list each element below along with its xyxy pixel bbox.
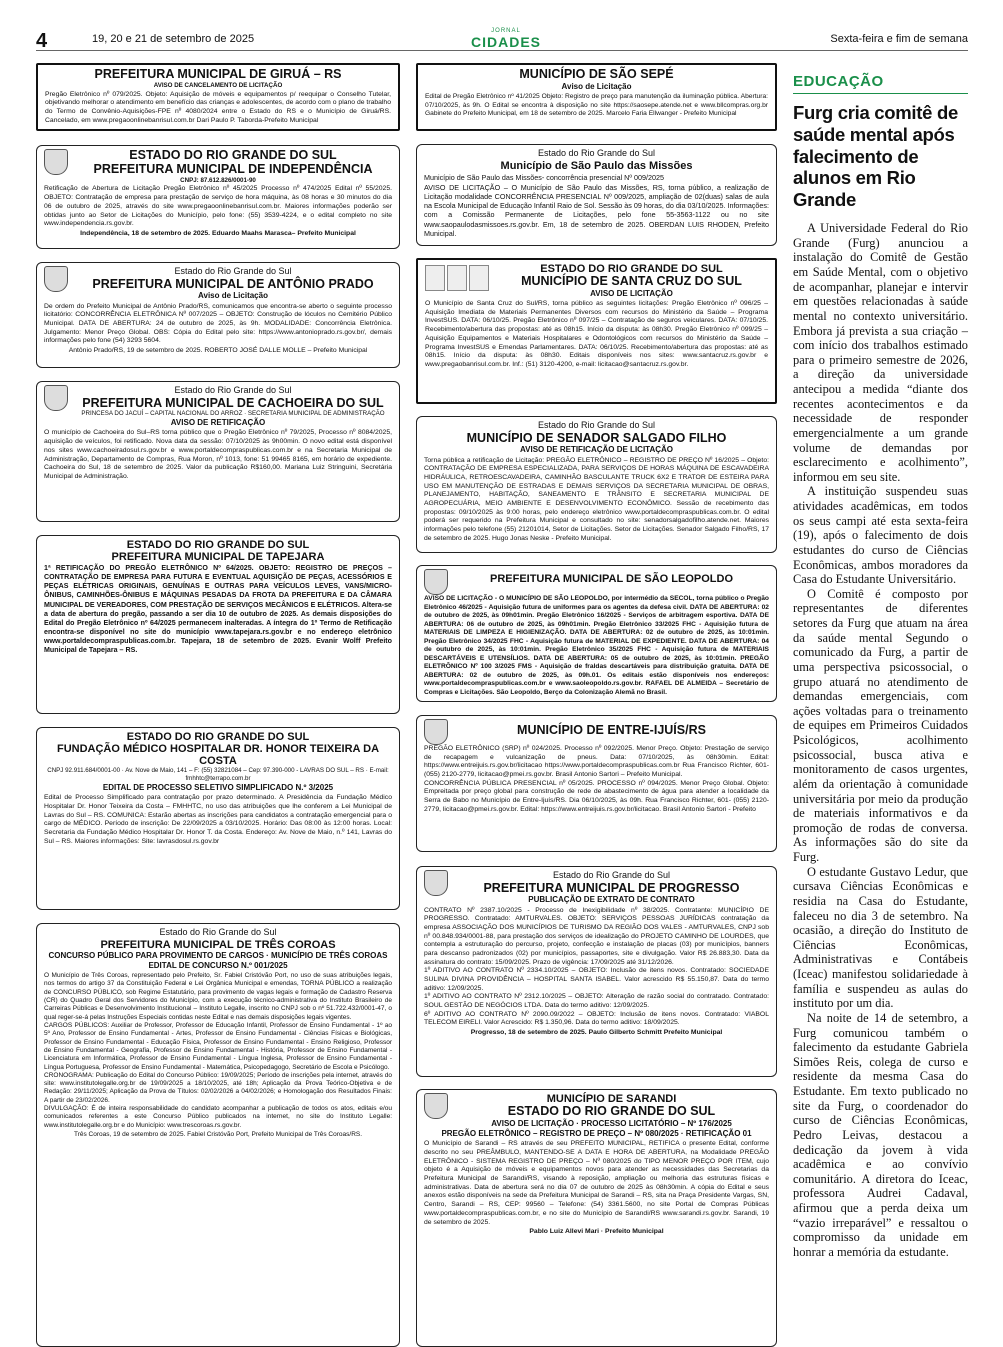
notice-state: Estado do Rio Grande do Sul [174,385,292,395]
notice-title: PREFEITURA MUNICIPAL DE CACHOEIRA DO SUL [82,395,384,410]
notice-title: ESTADO DO RIO GRANDE DO SUL [126,731,310,743]
notice-body: Retificação de Abertura de Licitação Pregão Eletrônico nº 45/2025 Processo nº 474/2025 Edital nº 55/2025. OBJETO: Contratação de empresa para prestação de serviço de hora máquina, às 08 horas e 30 minutos do dia 06 de outubro de 2025, através do site www.pregaoonlinebanrisul.com.br. Maiores informações poderão ser obtidas junto ao Setor de Licitações do Município, pelo fone: (55) 3539-4224, e o edital completo no site www.independencia.rs.gov.br. [44,185,392,228]
section-tag: EDUCAÇÃO [793,73,884,90]
notice-salgado-filho [416,416,777,553]
notice-signature: Pablo Luiz Allevi Mari · Prefeito Municipal [529,1228,664,1236]
municipal-crest-icon [44,149,68,175]
notice-cachoeira [36,381,400,522]
notice-subtitle: AVISO DE LICITAÇÃO · PROCESSO LICITATÓRIO – Nº 176/2025 [491,1118,732,1128]
article-paragraph: A instituição suspendeu suas atividades acadêmicas, em todos os seus campi até esta sexta-feira (19), após o falecimento de dois estudantes do curso de Ciências Econômicas, ambos moradores da Casa do Estudante Universitário. [793,484,968,587]
notice-title-line2: FUNDAÇÃO MÉDICO HOSPITALAR DR. HONOR TEIXEIRA DA COSTA [56,743,380,768]
notice-progresso [416,866,777,1077]
notice-title: ESTADO DO RIO GRANDE DO SUL [129,148,337,162]
notice-title: PREFEITURA MUNICIPAL DE ANTÔNIO PRADO [92,276,374,291]
logo-text: CIDADES [470,34,541,50]
notice-body: Edital de Pregão Eletrônico nº 41/2025 Objeto: Registro de preço para manutenção da iluminação pública. Abertura: 07/10/2025, às 9h. O Edital se encontra à disposição no site https://saosepe.atende.net e www.bllcompras.org.br Gabinete do Prefeito Municipal, em 18 de setembro de 2025. Marcelo Faria Ellwanger - Prefeito Municipal [425,92,768,118]
notice-state: ESTADO DO RIO GRANDE DO SUL [540,263,723,275]
edition-date: 19, 20 e 21 de setembro de 2025 [92,33,255,45]
article-paragraph: Na noite de 14 de setembro, a Furg comunicou também o falecimento da estudante Gabriela Simões Reis, colega de curso e residente da mesma Casa do Estudante. Em texto publicado no site da Furg, o coordenador do curso de Ciências Econômicas, Pedro Leivas, destacou a dedicação da jovem à vida acadêmica e ao convívio comunitário. A diretora do Iceac, professora Audrei Cadaval, afirmou que a perda deixa um “vazio irreparável” e ressaltou o compromisso da unidade em honrar a memória da estudante. [793,1010,968,1259]
notice-body: Pregão Eletrônico nº 079/2025. Objeto: Aquisição de móveis e equipamentos p/ reequipar o Conselho Tutelar, objetivando melhorar o atendimento em benefício das crianças e adolescentes, de acordo com o plano de trabalho do Termo de Convênio-Aquisições-FPE nº 4080/2024 entre o Estado do RS e o Município de Giruá/RS. Cancelado, em www.pregaoonlinebanrisul.com.br Dari Paulo P. Taborda-Prefeito Municipal [45,90,391,124]
notice-subtitle-2: PREGÃO ELETRÔNICO – REGISTRO DE PREÇO – Nº 080/2025 · RETIFICAÇÃO 01 [441,1129,752,1139]
notice-signature: Independência, 18 de setembro de 2025. Eduardo Maahs Marasca– Prefeito Municipal [80,229,356,237]
municipal-crest-icon [424,569,448,595]
notice-signature: Progresso, 18 de setembro de 2025. Paulo Gilberto Schmitt Prefeito Municipal [470,1029,723,1037]
edition-day: Sexta-feira e fim de semana [830,33,968,45]
notice-state: Estado do Rio Grande do Sul [552,870,671,880]
notice-tapejara [36,535,400,714]
notice-title-line2: PREFEITURA MUNICIPAL DE INDEPENDÊNCIA [93,161,373,176]
header-rule [36,50,968,51]
municipal-crest-icon [424,1093,448,1119]
article-paragraph: O Comitê é composto por representantes de diferentes setores da Furg que atuam na área da saúde mental Segundo o comunicado da Furg, a partir de uma perspectiva psicossocial, o grupo atuará no atendimento de demandas emergenciais, com ações voltadas para o treinamento de equipes em Primeiros Cuidados Psicológicos, acolhimento psicossocial, busca ativa e monitoramento de casos urgentes, além da orientação à comunidade universitária por meio da produção de materiais informativos e da promoção de rodas de conversa. As informações são do site da Furg. [793,586,968,865]
notice-title: MUNICÍPIO DE SÃO SEPÉ [519,67,674,81]
notice-contact: CNPJ 92.911.684/0001-00 · Av. Nove de Maio, 141 – F: (55) 32821084 – Cep: 97.390-000 - LAVRAS DO SUL – RS · E-mail: fmhhtc@terrapo.com.br [47,767,389,783]
notice-body: Torna pública a retificação de Licitação: PREGÃO ELETRÔNICO – REGISTRO DE PREÇO Nº 16/2025 – Objeto: CONTRATAÇÃO DE EMPRESA ESPECIALIZADA, PARA SERVIÇOS DE HORAS MÁQUINA DE ESCAVADEIRA HIDRÁULICA, RETROESCAVADEIRA, CAMINHÃO BASCULANTE TRUCK 6X2 E TRATOR DE ESTEIRA PARA USO EM MANUTENÇÃO DE ESTRADAS E DEMAIS SERVIÇOS DA SECRETARIA MUNICIPAL DE OBRAS, PLANEJAMENTO, HABITAÇÃO, SANEAMENTO E TRÂNSITO E SECRETARIA MUNICIPAL DE AGROPECUÁRIA, MEIO AMBIENTE E DESENVOLVIMENTO ECONÔMICO. Sessão de recebimento das propostas: 09/10/2025 às 9:00 horas, pelo endereço eletrônico www.portaldecompraspublicas.com.br. O edital poderá ser requerido na Prefeitura Municipal e consultado no site: senadorsalgadofilho.atende.net. Maiores informações pelo telefone (55) 21201014, Setor de Licitações. Setor de Licitações. Senador Salgado Filho/RS, 17 de setembro de 2025. Hugo Jonas Neske - Prefeito Municipal. [424,456,769,542]
notice-body: O Município de Sarandi – RS através de seu PREFEITO MUNICIPAL, RETIFICA o presente Edital, conforme descrito no seu PREÂMBULO, MANTENDO-SE A DATA E HORA DE ABERTURA, na Modalidade PREGÃO ELETRÔNICO - SISTEMA REGISTRO DE PREÇO – Nº 080/2025 do TIPO MENOR PREÇO POR ITEM, cujo objeto é a Aquisição de móveis e equipamentos novos para atender as necessidades das Secretarias da Prefeitura Municipal de Sarandi/RS, visando à reposição, ampliação ou melhoria das estruturas físicas e administrativas. Data de abertura será no dia 07 de outubro de 2025 às 08h30min. A cópia do Edital e seus anexos estão disponíveis na sede da Prefeitura Municipal de Sarandi – RS, sita na Praça Presidente Vargas, SN, Centro, Sarandi – RS, CEP: 99560 – Telefone: (54) 3361.5600, no site Portal de Compras Públicas www.portaldecompraspublicas.com.br, e no site do Município de Sarandi/RS www.sarandi.rs.gov.br. Sarandi, 19 de setembro de 2025. [424,1140,769,1226]
notice-honor-teixeira [36,727,400,910]
notice-sao-sepe [416,63,777,131]
municipal-logos-icon [425,263,489,293]
notice-girua [36,63,400,131]
notice-state: Estado do Rio Grande do Sul [537,148,656,158]
logo-small-text: JORNAL [491,28,521,34]
notice-title: PREFEITURA MUNICIPAL DE PROGRESSO [483,880,740,895]
notice-subtitle: AVISO DE LICITAÇÃO [590,288,673,298]
article-paragraph: A Universidade Federal do Rio Grande (Furg) anunciou a instalação do Comitê de Gestão em Saúde Mental, com o objetivo de acompanhar, planejar e intervir em questões relacionadas à saúde mental no contexto universitário. Embora já prevista a sua criação – com início dos trabalhos estimado para o primeiro semestre de 2026, a direção da universidade antecipou a medida “diante dos recentes acontecimentos e da necessidade de responder emergencialmente a um grande volume de demandas por esclarecimento e acolhimento”, informou em seu site. [793,221,968,484]
notice-entre-ijuis [416,715,777,852]
notice-secretariat: PRINCESA DO JACUÍ – CAPITAL NACIONAL DO ARROZ · SECRETARIA MUNICIPAL DE ADMINISTRAÇÃO [81,410,385,418]
notice-cnpj: CNPJ: 87.612.826/0001-90 [180,176,256,184]
section-rule [793,93,968,94]
municipal-crest-icon [44,385,68,411]
notice-body: AVISO DE LICITAÇÃO – O Município de São Paulo das Missões, RS, torna público, a realização de Licitação modalidade CONCORRÊNCIA PRESENCIAL Nº 009/2025, ampliação de 02(duas) salas de aula na Escola Municipal de Educação Infantil Raio de Sol. Sessão às 09 horas, do dia 03/10/2025. Informações: com a Comissão Permanente de Licitações, pelo fone 55-3563-1122 ou no site www.saopaulodasmissoes.rs.gov.br. Em, 18 de setembro de 2025. OBERDAN LUIS RHODEN, Prefeito Municipal. [424,182,769,238]
notice-santa-cruz [416,258,777,404]
notice-signature: Antônio Prado/RS, 19 de setembro de 2025. ROBERTO JOSÉ DALLE MOLLE – Prefeito Municipal [68,346,368,354]
notice-body: O Município de Três Coroas, representado pelo Prefeito, Sr. Fabiel Cristóvão Port, no uso de suas atribuições legais, nos termos do artigo 37 da Constituição Federal e Lei Orgânica Municipal e emendas, TORNA PÚBLICO a realização de CONCURSO PÚBLICO, sob Regime Estatutário, para provimento de vagas legais e formação de Cadastro Reserva (CR) do Quadro Geral dos Servidores do Município, com a execução técnico-administrativa do Instituto Brasileiro de Carreiras Públicas e Desenvolvimento Institucional – Instituto Legalle, inscrito no CNPJ sob o nº 51.722.432/0001-47, o qual reger-se-á pelas Instruções Especiais contidas neste Edital e nas demais disposições legais vigentes. CARGOS PÚBLICOS: Auxiliar de Professor, Professor de Educação Infantil, Professor de Ensino Fundamental - 1º ao 5º Ano, Professor de Ensino Fundamental - Artes, Professor de Ensino Fundamental - Ciências Físicas e Biológicas, Professor de Ensino Fundamental - Educação Física, Professor de Ensino Fundamental - Ensino Religioso, Professor de Ensino Fundamental - Geografia, Professor de Ensino Fundamental - História, Professor de Ensino Fundamental - Licenciatura em Informática, Professor de Ensino Fundamental - Língua Inglesa, Professor de Ensino Fundamental - Língua Portuguesa, Professor de Ensino Fundamental - Matemática, Psicopedagogo, Secretário de Escola e Psicólogo. CRONOGRAMA: Publicação do Edital do Concurso Público: 19/09/2025; Período de inscrições pela internet, através do site: www.institutolegalle.org.br de 19/09/2025 a 18/10/2025, até 18h; Aplicação da Prova Teórico-Objetiva e de Redação: 29/11/2025; Aplicação da Prova de Títulos: 02/02/2026 a 04/02/2026; e Homologação dos Resultados Finais: A partir de 23/02/2026. DIVULGAÇÃO: É de inteira responsabilidade do candidato acompanhar a publicação de todos os atos, editais e/ou comunicados referentes a este Concurso Público publicados na internet, no site do Instituto Legalle: www.institutolegalle.org.br e do Município: www.trescoroas.rs.gov.br. [44,972,392,1129]
notice-subtitle: AVISO DE CANCELAMENTO DE LICITAÇÃO [153,81,283,89]
notice-edital: EDITAL DE CONCURSO N.º 001/2025 [148,960,288,970]
page-header [36,28,968,50]
notice-sao-leopoldo [416,565,777,702]
notice-title: MUNICÍPIO DE SENADOR SALGADO FILHO [466,430,727,445]
notice-body: O município de Cachoeira do Sul–RS torna público que o Pregão Eletrônico nº 79/2025, Processo nº 8084/2025, aquisição de veículos, foi retificado. Nova data da sessão: 07/10/2025 às 9h00min. O novo edital está disponível nos sites www.cachoeiradosul.rs.gov.br e www.portaldecompraspublicas.com.br e na Secretaria Municipal de Administração, Departamento de Compras, Rua Moron, nº 1013, fone: 51 99465 8165, em horário de expediente. Cachoeira do Sul, 18 de setembro de 2025. Valor da publicação R$160,00. Mariana Luiz Stringuini, Secretária Municipal de Administração. [44,429,392,480]
notice-title: MUNICÍPIO DE SARANDI [546,1093,677,1105]
notice-state: Estado do Rio Grande do Sul [174,266,292,276]
article-headline: Furg cria comitê de saúde mental após falecimento de alunos em Rio Grande [793,102,958,211]
education-article [793,60,968,1260]
notice-body: PREGÃO ELETRÔNICO (SRP) nº 024/2025. Processo nº 092/2025. Menor Preço. Objeto: Prestação de serviço de recapagem e vulcanização de pneus. Data: 07/10/2025, às 08h30min. Edital: https://www.entreijuis.rs.gov.br/licitacao https://www.portaldecompraspublicas.com.br Rua Francisco Richter, 601- (055) 2120-2779, licitacao@pmei.rs.gov.br. Brasil Antonio Sartori – Prefeito Municipal. CONCORRÊNCIA PÚBLICA PRESENCIAL nº 05/2025. PROCESSO nº 094/2025. Menor Preço Global. Objeto: Empreitada por preço global para construção de rede de abastecimento de água para atender a localidade da Serra de Babo no Município de Entre-Ijuís/RS. Dia 06/10/2025, às 09h. Rua Francisco Richter, 601- (055) 2120-2779, licitacao@pmei.rs.gov.br. Edital: https://www.entreijuis.rs.gov.br/licitacao. Brasil Antonio Sartori - Prefeito [424,745,769,813]
notice-state: Estado do Rio Grande do Sul [159,927,277,937]
notice-subtitle: Aviso de Licitação [198,291,268,301]
notice-subtitle: Município de São Paulo das Missões- concorrência presencial Nº 009/2025 [424,172,664,182]
notice-subtitle: AVISO DE RETIFICAÇÃO [170,418,266,428]
notice-subtitle: AVISO DE RETIFICAÇÃO DE LICITAÇÃO [519,445,674,455]
notice-sao-paulo-missoes [416,144,777,246]
notice-body: De ordem do Prefeito Municipal de Antônio Prado/RS, comunicamos que encontra-se aberto o seguinte processo licitatório: CONCORRÊNCIA ELETRÔNICA Nº 007/2025 – OBJETO: Construção de lóculos no Cemitério Público Municipal. DATA DE ABERTURA: 24 de outubro de 2025, às 9h. MODALIDADE: Concorrência Eletrônica. Julgamento: Menor Preço Global. OBS: Cópia do Edital pelo site: https://www.antonioprado.rs.gov.br/, demais informações pelo fone (54) 3293 5604. [44,302,392,345]
notice-title: PREFEITURA MUNICIPAL DE TRÊS COROAS [100,938,336,951]
page-number: 4 [36,30,48,52]
notice-title: MUNICÍPIO DE ENTRE-IJUÍS/RS [517,723,706,737]
notice-body: 1ª RETIFICAÇÃO DO PREGÃO ELETRÔNICO Nº 64/2025. OBJETO: REGISTRO DE PREÇOS – CONTRATAÇÃO DE EMPRESA PARA FUTURA E EVENTUAL AQUISIÇÃO DE PEÇAS, ACESSÓRIOS E PEÇAS ELÉTRICAS ORIGINAIS, GENUÍNAS E OUTRAS PARA VEÍCULOS LEVES, VANS/MICRO-ÔNIBUS, CAMINHÕES-ÔNIBUS E MÁQUINAS PESADAS DA FROTA DA PREFEITURA E DA CÂMARA MUNICIPAL DE VEREADORES, COM PRESTAÇÃO DE SERVIÇOS MECÂNICOS E ELÉTRICOS. Altera-se a data de abertura do pregão, passando a ser dia 10 de outubro de 2025. As demais disposições do Edital do Pregão Eletrônico nº 64/2025 permanecem inalteradas. A íntegra do 1º Termo de Retificação encontra-se disponível no site do município www.tapejara.rs.gov.br e no endereço eletrônico www.portaldecompraspublicas.com.br. Tapejara, 18 de setembro de 2025. Evanir Wolff Prefeito Municipal de Tapejara – RS. [44,564,392,654]
article-body [793,221,968,1259]
notice-independencia [36,145,400,249]
notice-body: O Município de Santa Cruz do Sul/RS, torna público as seguintes licitações: Pregão Eletrônico nº 096/25 – Aquisição Imediata de Materiais Permanentes Diversos com recursos do Ministério da Saúde – Programa InvestSUS. DATA: 06/10/25. Pregão Eletrônico nº 097/25 – Contratação de seguros veiculares. DATA: 07/10/25. Recebimento/abertura das propostas: até as 08h15. Início da disputa: às 08h30. Pregão Eletrônico nº 099/25 – Aquisição Equipamentos e Materiais Hospitalares e Odontológicos com recursos do Ministério da Saúde – Programa InvestSUS e Emendas Parlamentares. DATA: 06/10/25. Recebimento/abertura das propostas: até as 08h15. Início da disputa: às 08h30. Editais disponíveis nos sites: www.santacruz.rs.gov.br e www.pregaobanrisul.com.br. Inf.: (51) 3120-4200, e-mail: licitacao@santacruz.rs.gov.br. [425,300,768,368]
notice-title: ESTADO DO RIO GRANDE DO SUL [126,539,310,551]
municipal-crest-icon [424,719,448,745]
notice-title: Município de São Paulo das Missões [500,159,693,172]
notice-antonio-prado [36,262,400,368]
notice-subtitle: PUBLICAÇÃO DE EXTRATO DE CONTRATO [528,895,695,905]
newspaper-logo [466,28,546,50]
notice-state: Estado do Rio Grande do Sul [537,420,656,430]
notice-tres-coroas [36,923,400,1347]
notice-subtitle: EDITAL DE PROCESSO SELETIVO SIMPLIFICADO N.º 3/2025 [102,783,334,793]
notice-signature: Três Coroas, 19 de setembro de 2025. Fabiel Cristóvão Port, Prefeito Municipal de Três Coroas/RS. [73,1131,363,1139]
notice-sarandi [416,1089,777,1347]
notice-subtitle: CONCURSO PÚBLICO PARA PROVIMENTO DE CARGOS · MUNICÍPIO DE TRÊS COROAS [48,950,388,960]
article-paragraph: O estudante Gustavo Ledur, que cursava Ciências Econômicas e residia na Casa do Estudante, faleceu no dia 3 de setembro. Na ocasião, a direção do Instituto de Ciências Econômicas, Administrativas e Contábeis (Iceac) manifestou solidariedade à família e suspendeu as aulas do instituto por um dia. [793,864,968,1011]
notice-body: CONTRATO Nº 2387.10/2025 - Processo de Inexigibilidade nº 38/2025. Contratante: MUNICÍPIO DE PROGRESSO. Contratado: AMTURVALES. OBJETO: SERVIÇOS PESSOAS JURÍDICAS contratação da empresa ASSOCIAÇÃO DOS MUNICÍPIOS DE TURISMO DA REGIÃO DOS VALES - AMTURVALES, CNPJ sob nº 00.848.934/0001-88, para prestação dos serviços de idealização do PROJETO CAMINHO DE LOURDES, que contempla a estruturação do percurso, projeto, confecção e instalação de placas (03) por municípios, banners para descanso padronizados (02) por municípios, passaportes, site e divulgação. Valor R$ 26.883,30. Data da assinatura do contrato: 15/09/2025. Prazo de vigência: 17/09/2025 até 31/12/2026. 1º ADITIVO AO CONTRATO Nº 2334.10/2025 – OBJETO: Inclusão de itens novos. Contratado: SOCIEDADE SULINA DIVINA PROVIDÊNCIA – HOSPITAL SANTA ISABEL. Valor acrescido R$ 55.150,87. Data do termo aditivo: 12/09/2025. 1º ADITIVO AO CONTRATO Nº 2312.10/2025 – OBJETO: Alteração de razão social do contratado. Contratado: SOUL GESTÃO DE NEGÓCIOS LTDA. Data do termo aditivo: 12/09/2025. 6º ADITIVO AO CONTRATO Nº 2090.09/2022 – OBJETO: Inclusão de itens novos. Contratado: VIABOL TELECOM EIRELI. Valor Acrescido: R$ 1.350,96. Data do termo aditivo: 18/09/2025. [424,906,769,1027]
municipal-crest-icon [44,266,68,292]
notice-body: AVISO DE LICITAÇÃO - O MUNICÍPIO DE SÃO LEOPOLDO, por intermédio da SECOL, torna público o Pregão Eletrônico 46/2025 - Aquisição futura de uniformes para os agentes da defesa civil. DATA DE ABERTURA: 02 de outubro de 2025, às 09h01min. Pregão Eletrônico 16/2025 - Serviços de arbitragem esportiva. DATA DE ABERTURA: 06 de outubro de 2025, às 09h01min. Pregão Eletrônico 33/2025 FHC - Aquisição futura de MATERIAIS DE LIMPEZA E HIGIENIZAÇÃO. DATA DE ABERTURA: 02 de outubro de 2025, às 10:01min. Pregão Eletrônico 34/2025 FHC - Aquisição futura de MATERIAL DE EXPEDIENTE. DATA DE ABERTURA: 04 de outubro de 2025, às 10:01min. Pregão Eletrônico 35/2025 FHC - Aquisição futura de MATERIAIS DESCARTÁVEIS E UTENSÍLIOS. DATA DE ABERTURA: 05 de outubro de 2025, às 10:01min. PREGÃO ELETRÔNICO Nº 100 3/2025 FMS - Aquisição de fraldas descartáveis para distribuição gratuita. DATA DE ABERTURA: 02 de outubro de 2025, às 09h.01. Os editais estão disponíveis nos endereços: www.portaldecompraspublicas.com.br e www.saoleopoldo.rs.gov.br. RAFAEL DE ALMEIDA – Secretário de Compras e Licitações. São Leopoldo, Berço da Colonização Alemã no Brasil. [424,595,769,696]
municipal-crest-icon [424,870,448,896]
notice-title: PREFEITURA MUNICIPAL DE GIRUÁ – RS [94,67,342,81]
notice-title-line2: PREFEITURA MUNICIPAL DE TAPEJARA [111,551,325,564]
notice-title: PREFEITURA MUNICIPAL DE SÃO LEOPOLDO [489,573,734,585]
notice-title: MUNICÍPIO DE SANTA CRUZ DO SUL [521,274,742,289]
notice-body: Edital de Processo Simplificado para contratação por prazo determinado. A Presidência da Fundação Médico Hospitalar Dr. Honor Teixeira da Costa – FMHHTC, no uso das atribuições que lhe conferem a Lei Municipal de Lavras do Sul – RS. COMUNICA: Estarão abertas as inscrições para candidatos a contratação emergencial para o cargo de MÉDICO. Período de inscrição: De 22/09/2025 a 03/10/2025. Horário: Das 08:00 às 12:00 horas. Local: Secretaria da Fundação Médico Hospitalar Dr. Honor T. da Costa. Endereço: Av. Nove de Maio, n.º 141, Lavras do Sul – RS. Maiores informações: Site: lavrasdosul.rs.gov.br [44,794,392,845]
notice-subtitle: Aviso de Licitação [561,81,632,91]
notice-title-line2: ESTADO DO RIO GRANDE DO SUL [507,1104,716,1119]
